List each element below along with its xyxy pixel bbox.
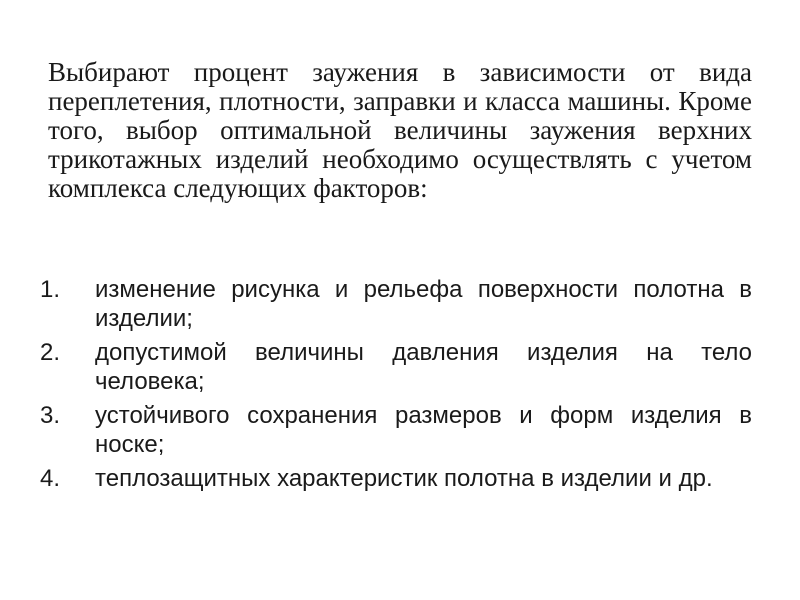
list-item-text: устойчивого сохранения размеров и форм изделия в носке; [95,402,752,458]
list-item [40,338,752,396]
list-item-number: 1. [40,276,61,303]
list-item-text: изменение рисунка и рельефа поверхности полотна в изделии; [95,276,752,332]
list-item [40,464,752,493]
list-item-number: 2. [40,339,61,366]
list-item-text: допустимой величины давления изделия на тело человека; [95,339,752,395]
list-item-number: 3. [40,402,61,429]
factors-list [40,275,752,498]
list-item [40,275,752,333]
list-item [40,401,752,459]
intro-paragraph: Выбирают процент заужения в зависимости от вида переплетения, плотности, заправки и класса машины. Кроме того, выбор оптимальной величины заужения верхних трикотажных изделий необходимо осуществлять с учетом комплекса следующих факторов: [48,57,752,203]
list-item-number: 4. [40,465,61,492]
list-item-text: теплозащитных характеристик полотна в изделии и др. [95,465,713,492]
